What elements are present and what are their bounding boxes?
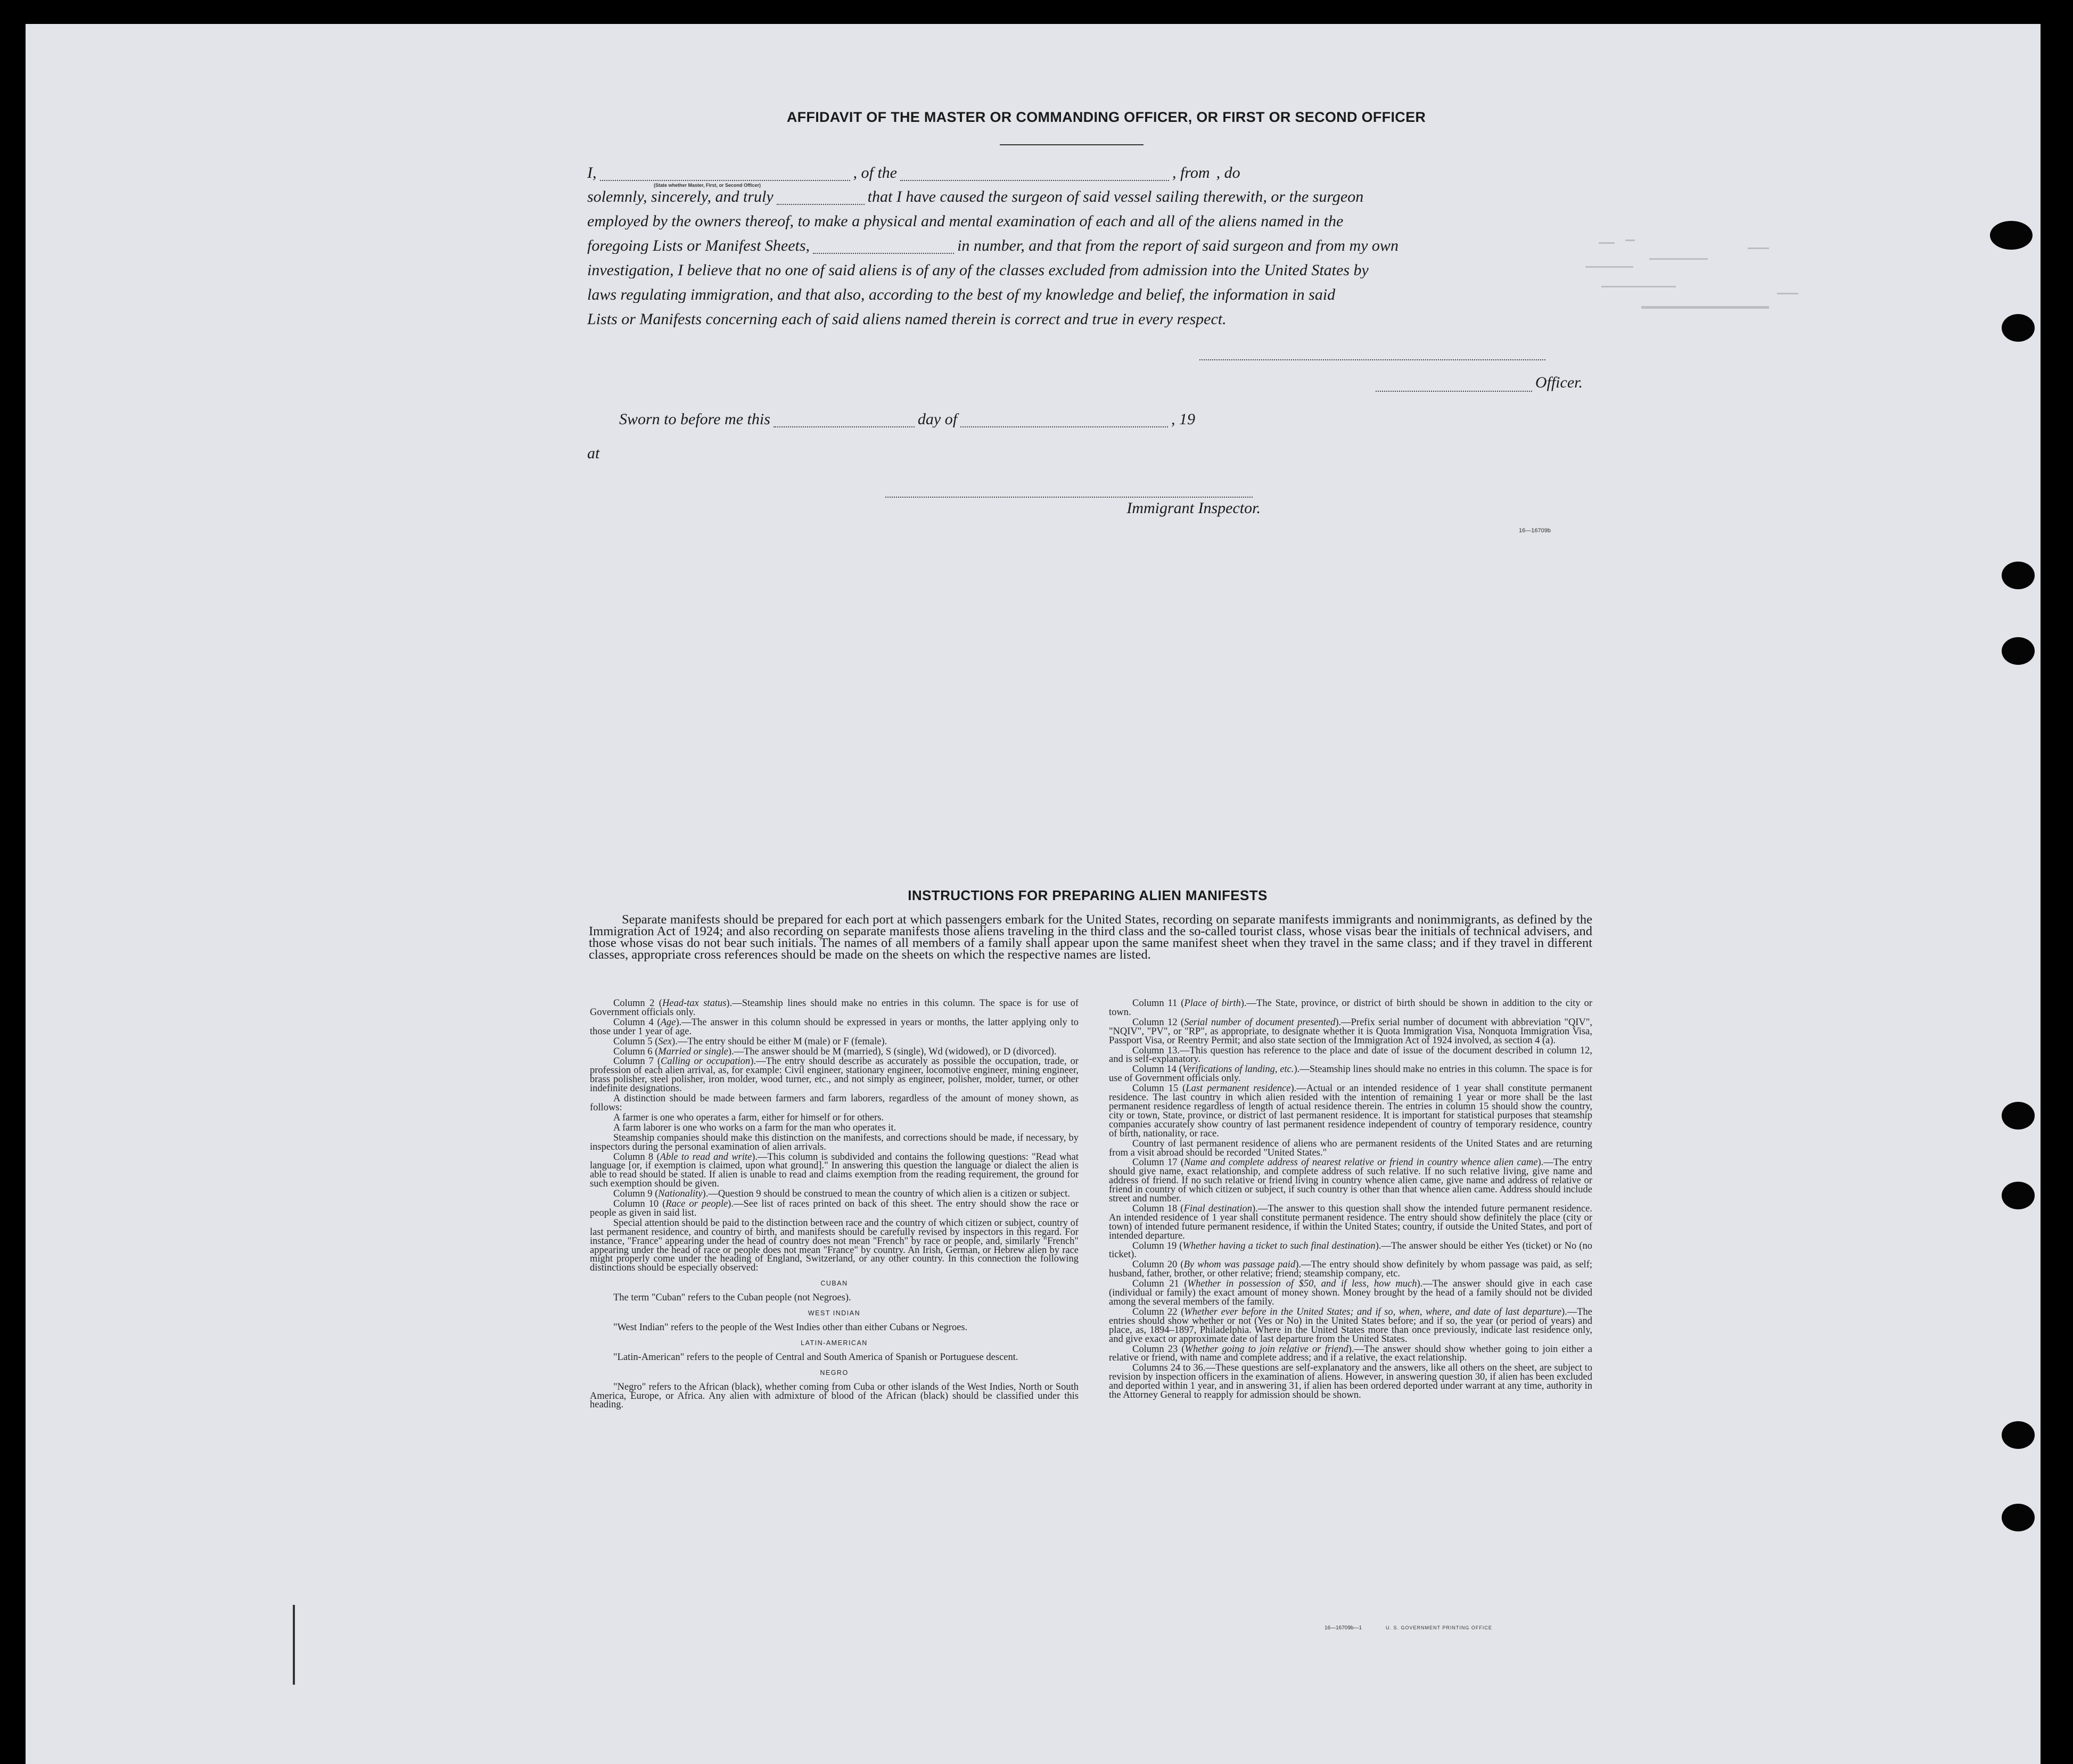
subheading-negro: NEGRO	[820, 1369, 849, 1376]
instruction-paragraph: The term "Cuban" refers to the Cuban people (not Negroes).	[613, 1292, 851, 1304]
show-through-mark	[1601, 286, 1676, 287]
affidavit-text: , 19	[1171, 411, 1196, 427]
instruction-column-12: Column 12 (Serial number of document presented).—Prefix serial number of document with abbreviation "QIV", "NQIV", "PV", or "RP", as appropriate, to designate whether it is Quota Immigration Visa, Nonquota Immigration Visa, Passport Visa, or Reentry Permit; and also state section of the Immigration Act of 1924 involved, as section 4 (a).	[1109, 1017, 1592, 1046]
affidavit-text: at	[587, 446, 600, 461]
instruction-column-11: Column 11 (Place of birth).—The State, province, or district of birth should be shown in addition to the city or town.	[1109, 999, 1592, 1018]
instruction-column-14: Column 14 (Verifications of landing, etc.).—Steamship lines should make no entries in this column. The space is for use of Government officials only.	[1109, 1064, 1592, 1084]
affidavit-line-7	[587, 311, 1583, 327]
rank-note: (State whether Master, First, or Second Officer)	[654, 183, 761, 188]
affidavit-text: solemnly, sincerely, and truly	[587, 189, 774, 205]
instruction-column-17: Column 17 (Name and complete address of nearest relative or friend in country whence alien came).—The entry should give name, exact relationship, and complete address of such relative. If no such relative living, give name and address of friend. If no such relative or friend living in country whence alien came, give name and address of relative or friend in country of which citizen or subject, if such country is other than that whence alien came. Address should include street and number.	[1109, 1157, 1592, 1205]
show-through-mark	[1649, 258, 1708, 260]
instruction-paragraph: Steamship companies should make this distinction on the manifests, and corrections should be made, if necessary, by inspectors during the personal examination of alien arrivals.	[590, 1132, 1079, 1152]
affidavit-text: day of	[917, 411, 958, 427]
instruction-paragraph: "Latin-American" refers to the people of Central and South America of Spanish or Portuguese descent.	[613, 1351, 1018, 1363]
sworn-line	[619, 411, 1285, 427]
officer-label: Officer.	[1535, 374, 1583, 391]
affidavit-line-3	[587, 213, 1583, 229]
show-through-mark	[1625, 240, 1635, 241]
officer-signature-row	[1372, 374, 1583, 392]
affidavit-line-5	[587, 262, 1583, 278]
instruction-column-23: Column 23 (Whether going to join relative or friend).—The answer should show whether going to join either a relative or friend, with name and complete address; and if a relative, the exact relationship.	[1109, 1343, 1592, 1364]
inspector-signature-line[interactable]	[885, 497, 1253, 498]
binder-hole	[2002, 1504, 2035, 1531]
affidavit-text: Sworn to before me this	[619, 411, 770, 427]
instructions-left-column	[590, 999, 1079, 1638]
instruction-column-13: Column 13.—This question has reference to the place and date of issue of the document described in column 12, and is self-explanatory.	[1109, 1045, 1592, 1065]
affidavit-line-2	[587, 189, 1583, 205]
affidavit-title: AFFIDAVIT OF THE MASTER OR COMMANDING OFFICER, OR FIRST OR SECOND OFFICER	[786, 109, 1426, 125]
affidavit-text: laws regulating immigration, and that also, according to the best of my knowledge and belief, the information in said	[587, 287, 1336, 303]
instruction-column-8: Column 8 (Able to read and write).—This column is subdivided and contains the following questions: "Read what language [or, if exemption is claimed, upon what ground]." In answering this question the language or dialect the alien is able to read should be stated. If alien is unable to read and claims exemption from the reading requirement, the ground for such exemption should be given.	[590, 1151, 1079, 1190]
subheading-cuban: CUBAN	[820, 1280, 848, 1288]
binder-hole	[2002, 637, 2035, 665]
instruction-column-18: Column 18 (Final destination).—The answer to this question shall show the intended future permanent residence. An intended residence of 1 year shall constitute permanent residence. The entry should show definitely the place (city or town) of intended future permanent residence, if within the United States; country, if outside the United States, and port of intended departure.	[1109, 1203, 1592, 1241]
officer-blank[interactable]	[1376, 389, 1532, 392]
instruction-paragraph: Special attention should be paid to the distinction between race and the country of which citizen or subject, country of last permanent residence, and country of birth, and manifests should be carefully revised by inspectors in this regard. For instance, "France" appearing under the head of country does not mean "French" by race or people, and, similarly "French" appearing under the head of race or people does not mean "France" by country. An Irish, German, or Hebrew alien by race might properly come under the heading of England, Switzerland, or any other country. In this connection the following distinctions should be especially observed:	[590, 1217, 1079, 1274]
instructions-intro: Separate manifests should be prepared for each port at which passengers embark for the United States, recording on separate manifests immigrants and nonimmigrants, as defined by the Immigration Act of 1924; and also recording on separate manifests those aliens traveling in the third class and the so-called tourist class, whose visas bear the initials of technical advisers, and those whose visas do not bear such initials. The names of all members of a family shall appear upon the same manifest sheet when they travel in the same class; and if they travel in different classes, appropriate cross references should be made on the sheets on which the respective names are listed.	[589, 912, 1592, 962]
instructions-right-column	[1109, 999, 1592, 1638]
affidavit-line-1	[587, 165, 1583, 181]
instruction-paragraph: A distinction should be made between farmers and farm laborers, regardless of the amount of money shown, as follows:	[590, 1093, 1079, 1113]
binder-hole	[2002, 562, 2035, 589]
instruction-column-9: Column 9 (Nationality).—Question 9 should be construed to mean the country of which alien is a citizen or subject.	[613, 1189, 1071, 1200]
instruction-column-20: Column 20 (By whom was passage paid).—The entry should show definitely by whom passage was paid, as self; husband, father, brother, or other relative; friend; steamship company, etc.	[1109, 1259, 1592, 1280]
form-code: 16—16709b	[1519, 527, 1551, 534]
binder-hole	[2002, 1102, 2035, 1130]
affidavit-line-6	[587, 287, 1583, 303]
show-through-mark	[1748, 248, 1769, 249]
instruction-paragraph: "West Indian" refers to the people of the West Indies other than either Cubans or Negroes.	[613, 1322, 968, 1333]
inspector-label: Immigrant Inspector.	[1126, 499, 1261, 517]
signature-line[interactable]	[1199, 359, 1545, 360]
affidavit-text: , of the	[853, 165, 897, 181]
affidavit-text: that I have caused the surgeon of said vessel sailing therewith, or the surgeon	[867, 189, 1364, 205]
title-rule	[1000, 144, 1144, 145]
margin-mark	[293, 1605, 295, 1685]
binder-hole	[2002, 1421, 2035, 1449]
sworn-day-blank[interactable]	[774, 424, 915, 427]
instruction-column-2: Column 2 (Head-tax status).—Steamship lines should make no entries in this column. The space is for use of Government officials only.	[590, 999, 1079, 1018]
instruction-columns-24-36: Columns 24 to 36.—These questions are self-explanatory and the answers, like all others on the sheet, are subject to revision by inspection officers in the examination of aliens. However, in answering question 30, if alien has been excluded and deported within 1 year, and in answering 31, if alien has been ordered deported under warrant at any time, authority in the Attorney General to reapply for admission should be shown.	[1109, 1363, 1592, 1401]
affidavit-text: investigation, I believe that no one of said aliens is of any of the classes excluded from admission into the United States by	[587, 262, 1369, 278]
binder-hole	[1990, 221, 2033, 250]
instruction-paragraph: Country of last permanent residence of aliens who are permanent residents of the United States and are returning from a visit abroad should be recorded "United States."	[1109, 1138, 1592, 1158]
binder-hole	[2002, 1182, 2035, 1209]
sworn-month-blank[interactable]	[960, 424, 1168, 427]
instruction-column-22: Column 22 (Whether ever before in the United States; and if so, when, where, and date of last departure).—The entries should show whether or not (Yes or No) in the United States before; and if so, the year (or period of years) and place, as, 1894–1897, Philadelphia. Where in the United States more than once previously, indicate last residence only, and give exact or approximate date of last departure from the United States.	[1109, 1306, 1592, 1345]
affidavit-line-4	[587, 238, 1583, 254]
oath-blank[interactable]	[777, 202, 865, 205]
officer-rank-blank[interactable]	[600, 178, 850, 181]
instruction-paragraph: "Negro" refers to the African (black), whether coming from Cuba or other islands of the West Indies, North or South America, Europe, or Africa. Any alien with admixture of blood of the African (black) should be classified under this heading.	[590, 1381, 1079, 1411]
instruction-paragraph: A farm laborer is one who works on a farm for the man who operates it.	[613, 1122, 896, 1133]
show-through-mark	[1585, 266, 1633, 268]
affidavit-text: in number, and that from the report of said surgeon and from my own	[957, 238, 1399, 254]
binder-hole	[2002, 314, 2035, 342]
affidavit-text: foregoing Lists or Manifest Sheets,	[587, 238, 810, 254]
instruction-column-6: Column 6 (Married or single).—The answer should be M (married), S (single), Wd (widowed), or D (divorced).	[613, 1046, 1057, 1057]
affidavit-text: I,	[587, 165, 597, 181]
manifest-sheet	[26, 24, 2041, 1764]
form-code: 16—16709b—1	[1325, 1625, 1362, 1631]
instruction-paragraph: A farmer is one who operates a farm, either for himself or for others.	[613, 1112, 884, 1123]
show-through-mark	[1641, 306, 1769, 309]
vessel-name-blank[interactable]	[900, 178, 1169, 181]
instruction-column-5: Column 5 (Sex).—The entry should be either M (male) or F (female).	[613, 1036, 887, 1047]
at-line	[587, 446, 917, 461]
affidavit-text: , do	[1216, 165, 1240, 181]
show-through-mark	[1777, 293, 1798, 294]
instruction-column-19: Column 19 (Whether having a ticket to such final destination).—The answer should be either Yes (ticket) or No (no ticket).	[1109, 1240, 1592, 1260]
printer-imprint: U. S. GOVERNMENT PRINTING OFFICE	[1386, 1625, 1492, 1630]
instruction-column-21: Column 21 (Whether in possession of $50, and if less, how much).—The answer should give in each case (individual or family) the exact amount of money shown. Money brought by the head of a family should not be divided among the several members of the family.	[1109, 1279, 1592, 1307]
affidavit-text: , from	[1172, 165, 1210, 181]
affidavit-text: Lists or Manifests concerning each of said aliens named therein is correct and true in every respect.	[587, 311, 1227, 327]
instruction-column-15: Column 15 (Last permanent residence).—Actual or an intended residence of 1 year shall constitute permanent residence. The last country in which alien resided with the intention of remaining 1 year or more shall be the last permanent residence regardless of length of actual residence therein. The entries in column 15 should show the country, city or town, State, province, or district of last permanent residence. It is important for statistical purposes that steamship companies accurately show country of last permanent residence independent of country of temporary residence, country of birth, nationality, or race.	[1109, 1083, 1592, 1139]
show-through-mark	[1599, 242, 1615, 244]
instruction-column-4: Column 4 (Age).—The answer in this column should be expressed in years or months, the latter applying only to those under 1 year of age.	[590, 1017, 1079, 1037]
instruction-column-10: Column 10 (Race or people).—See list of races printed on back of this sheet. The entry should show the race or people as given in said list.	[590, 1199, 1079, 1218]
instruction-column-7: Column 7 (Calling or occupation).—The entry should describe as accurately as possible the occupation, trade, or profession of each alien arrival, as, for example: Civil engineer, stationary engineer, locomotive engineer, mining engineer, brass polisher, steel polisher, iron molder, wood turner, etc., and not simply as engineer, polisher, molder, turner, or other indefinite designations.	[590, 1056, 1079, 1094]
subheading-latin-american: LATIN-AMERICAN	[801, 1339, 868, 1347]
subheading-west-indian: WEST INDIAN	[808, 1309, 861, 1317]
affidavit-text: employed by the owners thereof, to make a physical and mental examination of each and all of the aliens named in the	[587, 213, 1344, 229]
instructions-title: INSTRUCTIONS FOR PREPARING ALIEN MANIFESTS	[908, 887, 1268, 903]
sheet-count-blank[interactable]	[813, 251, 954, 254]
